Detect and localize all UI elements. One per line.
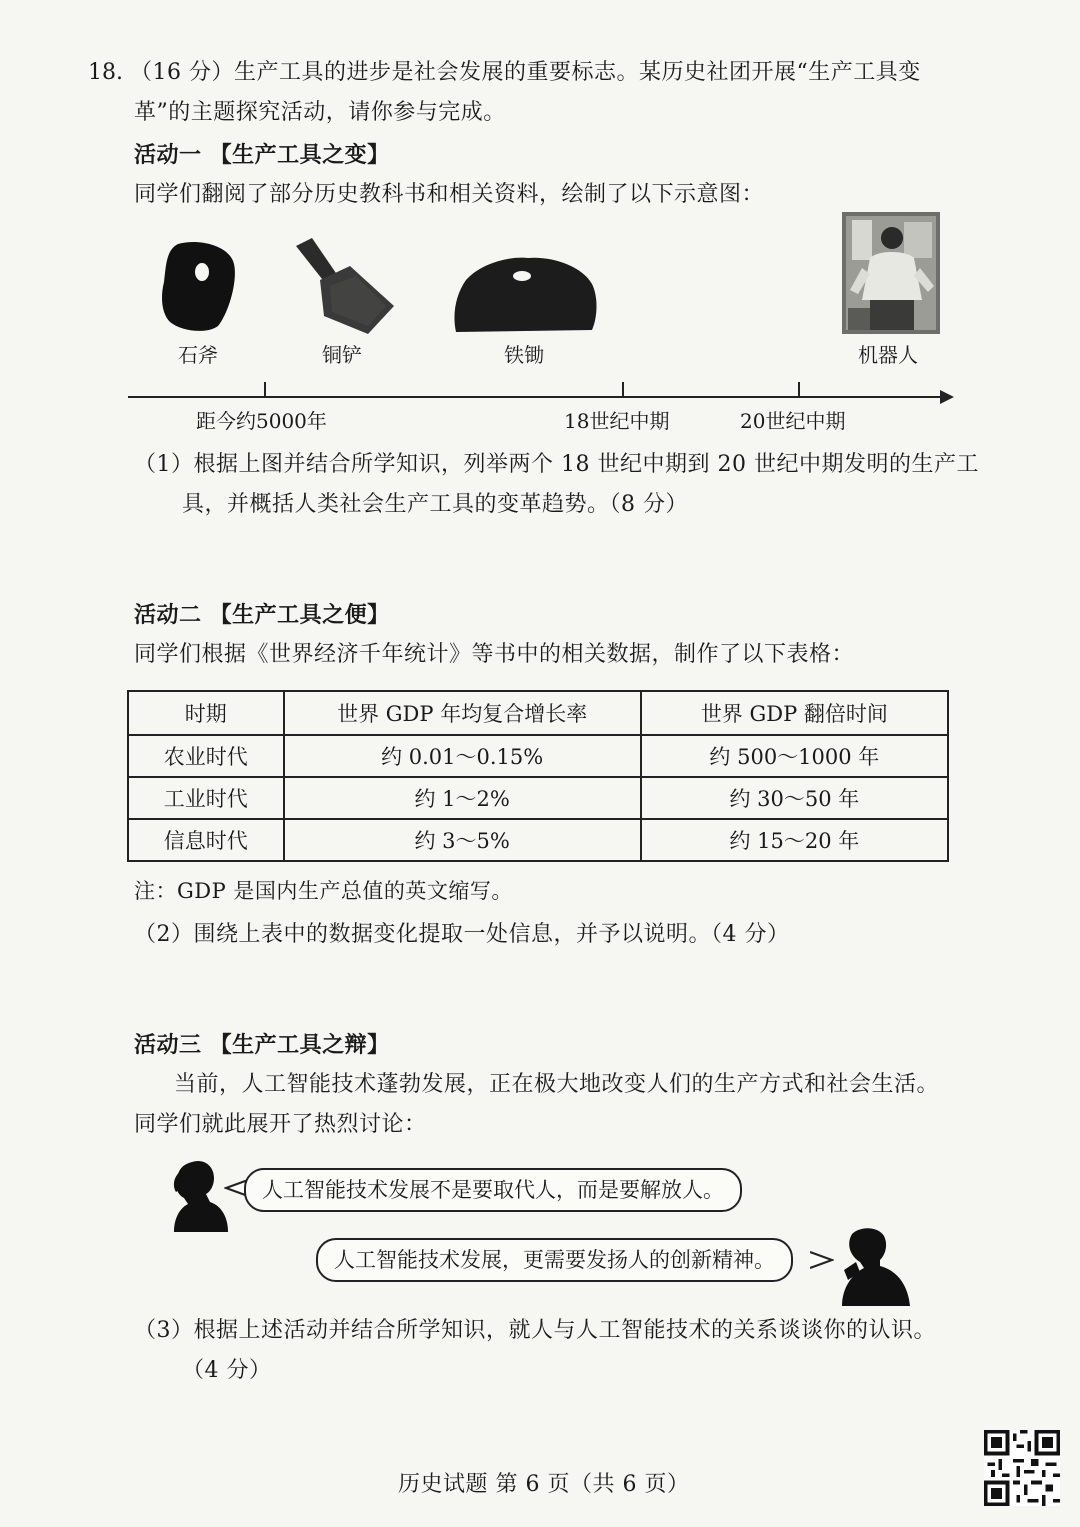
timeline-label-18c: 18世纪中期 bbox=[564, 409, 670, 433]
tool-label-robot: 机器人 bbox=[858, 343, 918, 367]
timeline-label-5000: 距今约5000年 bbox=[196, 409, 327, 433]
timeline-tick bbox=[622, 382, 624, 396]
stone-axe-image bbox=[160, 238, 240, 334]
table-cell: 信息时代 bbox=[128, 819, 284, 861]
robot-photo-image bbox=[842, 212, 940, 334]
table-cell: 约 500～1000 年 bbox=[641, 735, 948, 777]
table-note: 注：GDP 是国内生产总值的英文缩写。 bbox=[134, 879, 513, 903]
table-header-row bbox=[128, 691, 948, 735]
timeline-tick bbox=[264, 382, 266, 396]
question3-line2: （4 分） bbox=[182, 1358, 272, 1383]
tool-label-iron-hoe: 铁锄 bbox=[504, 343, 544, 367]
gdp-table bbox=[127, 690, 949, 862]
girl-silhouette-icon bbox=[170, 1158, 230, 1232]
activity2-title: 活动二 【生产工具之便】 bbox=[134, 602, 390, 628]
question-number: 18. bbox=[88, 60, 123, 85]
activity3-desc-line1: 当前，人工智能技术蓬勃发展，正在极大地改变人们的生产方式和社会生活。 bbox=[174, 1072, 940, 1097]
question-intro-line2: 革”的主题探究活动，请你参与完成。 bbox=[134, 100, 506, 125]
timeline-tick bbox=[798, 382, 800, 396]
page-footer: 历史试题 第 6 页（共 6 页） bbox=[398, 1472, 690, 1497]
table-row bbox=[128, 735, 948, 777]
table-header: 世界 GDP 年均复合增长率 bbox=[284, 691, 641, 735]
question3-line1: （3）根据上述活动并结合所学知识，就人与人工智能技术的关系谈谈你的认识。 bbox=[134, 1318, 936, 1343]
table-header: 时期 bbox=[128, 691, 284, 735]
bronze-shovel-image bbox=[290, 236, 400, 336]
table-header: 世界 GDP 翻倍时间 bbox=[641, 691, 948, 735]
question-intro-line1: （16 分）生产工具的进步是社会发展的重要标志。某历史社团开展“生产工具变 bbox=[130, 60, 921, 85]
speech-bubble-girl: 人工智能技术发展不是要取代人，而是要解放人。 bbox=[244, 1168, 742, 1212]
table-cell: 工业时代 bbox=[128, 777, 284, 819]
qr-code-icon bbox=[984, 1430, 1060, 1506]
table-cell: 农业时代 bbox=[128, 735, 284, 777]
speech-bubble-boy: 人工智能技术发展，更需要发扬人的创新精神。 bbox=[316, 1238, 793, 1282]
tool-label-stone-axe: 石斧 bbox=[178, 343, 218, 367]
question2: （2）围绕上表中的数据变化提取一处信息，并予以说明。（4 分） bbox=[134, 922, 790, 947]
question1-line1: （1）根据上图并结合所学知识，列举两个 18 世纪中期到 20 世纪中期发明的生产工 bbox=[134, 452, 979, 477]
activity3-title: 活动三 【生产工具之辩】 bbox=[134, 1032, 390, 1058]
timeline-arrow bbox=[940, 390, 954, 404]
timeline-axis bbox=[128, 396, 944, 398]
iron-hoe-image bbox=[452, 250, 600, 336]
table-cell: 约 1～2% bbox=[284, 777, 641, 819]
table-row bbox=[128, 777, 948, 819]
table-cell: 约 15～20 年 bbox=[641, 819, 948, 861]
table-cell: 约 0.01～0.15% bbox=[284, 735, 641, 777]
activity3-desc-line2: 同学们就此展开了热烈讨论： bbox=[134, 1112, 427, 1137]
question1-line2: 具，并概括人类社会生产工具的变革趋势。（8 分） bbox=[182, 492, 688, 517]
speech-bubble-tail bbox=[810, 1248, 834, 1272]
table-cell: 约 30～50 年 bbox=[641, 777, 948, 819]
activity1-desc: 同学们翻阅了部分历史教科书和相关资料，绘制了以下示意图： bbox=[134, 182, 765, 207]
timeline-label-20c: 20世纪中期 bbox=[740, 409, 846, 433]
activity1-title: 活动一 【生产工具之变】 bbox=[134, 142, 390, 168]
activity2-desc: 同学们根据《世界经济千年统计》等书中的相关数据，制作了以下表格： bbox=[134, 642, 855, 667]
table-row bbox=[128, 819, 948, 861]
table-cell: 约 3～5% bbox=[284, 819, 641, 861]
tool-label-bronze-shovel: 铜铲 bbox=[322, 343, 362, 367]
boy-silhouette-icon bbox=[834, 1226, 910, 1306]
